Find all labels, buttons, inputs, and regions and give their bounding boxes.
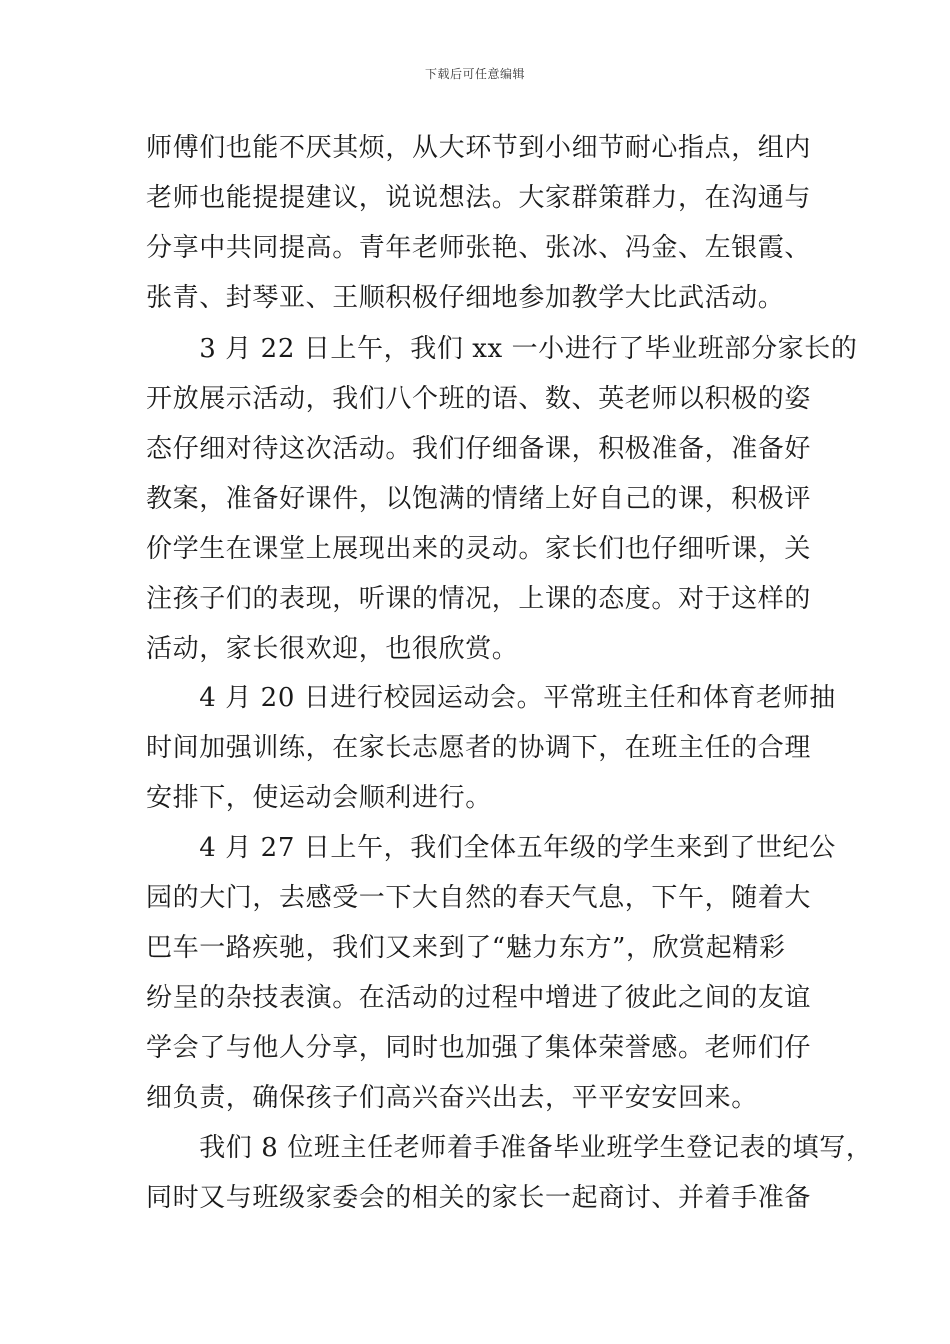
text-line: 园的大门，去感受一下大自然的春天气息，下午，随着大	[146, 883, 812, 913]
text-line: 学会了与他人分享，同时也加强了集体荣誉感。老师们仔	[146, 1033, 812, 1063]
text-line: 开放展示活动，我们八个班的语、数、英老师以积极的姿	[146, 384, 812, 414]
text-line: 我们 8 位班主任老师着手准备毕业班学生登记表的填写，	[146, 1133, 873, 1163]
text-line: 时间加强训练，在家长志愿者的协调下，在班主任的合理	[146, 733, 812, 763]
page-header: 下载后可任意编辑	[424, 67, 525, 81]
text-line: 态仔细对待这次活动。我们仔细备课，积极准备，准备好	[146, 434, 812, 464]
text-line: 安排下，使运动会顺利进行。	[146, 783, 492, 813]
text-line: 纷呈的杂技表演。在活动的过程中增进了彼此之间的友谊	[146, 983, 812, 1013]
text-line: 分享中共同提高。青年老师张艳、张冰、冯金、左银霞、	[146, 233, 812, 263]
text-line: 老师也能提提建议，说说想法。大家群策群力，在沟通与	[146, 183, 812, 213]
text-line: 价学生在课堂上展现出来的灵动。家长们也仔细听课，关	[146, 534, 812, 564]
text-line: 注孩子们的表现，听课的情况，上课的态度。对于这样的	[146, 584, 812, 614]
text-line: 4 月 27 日上午，我们全体五年级的学生来到了世纪公	[146, 833, 836, 863]
text-line: 活动，家长很欢迎，也很欣赏。	[146, 634, 519, 664]
text-line: 张青、封琴亚、王顺积极仔细地参加教学大比武活动。	[146, 283, 785, 313]
text-line: 4 月 20 日进行校园运动会。平常班主任和体育老师抽	[146, 683, 836, 713]
text-line: 细负责，确保孩子们高兴奋兴出去，平平安安回来。	[146, 1083, 758, 1113]
text-line: 教案，准备好课件，以饱满的情绪上好自己的课，积极评	[146, 484, 812, 514]
text-line: 同时又与班级家委会的相关的家长一起商讨、并着手准备	[146, 1183, 812, 1213]
text-line: 3 月 22 日上午，我们 xx 一小进行了毕业班部分家长的	[146, 334, 858, 364]
text-line: 巴车一路疾驰，我们又来到了“魅力东方”，欣赏起精彩	[146, 933, 786, 963]
text-line: 师傅们也能不厌其烦，从大环节到小细节耐心指点，组内	[146, 133, 812, 163]
